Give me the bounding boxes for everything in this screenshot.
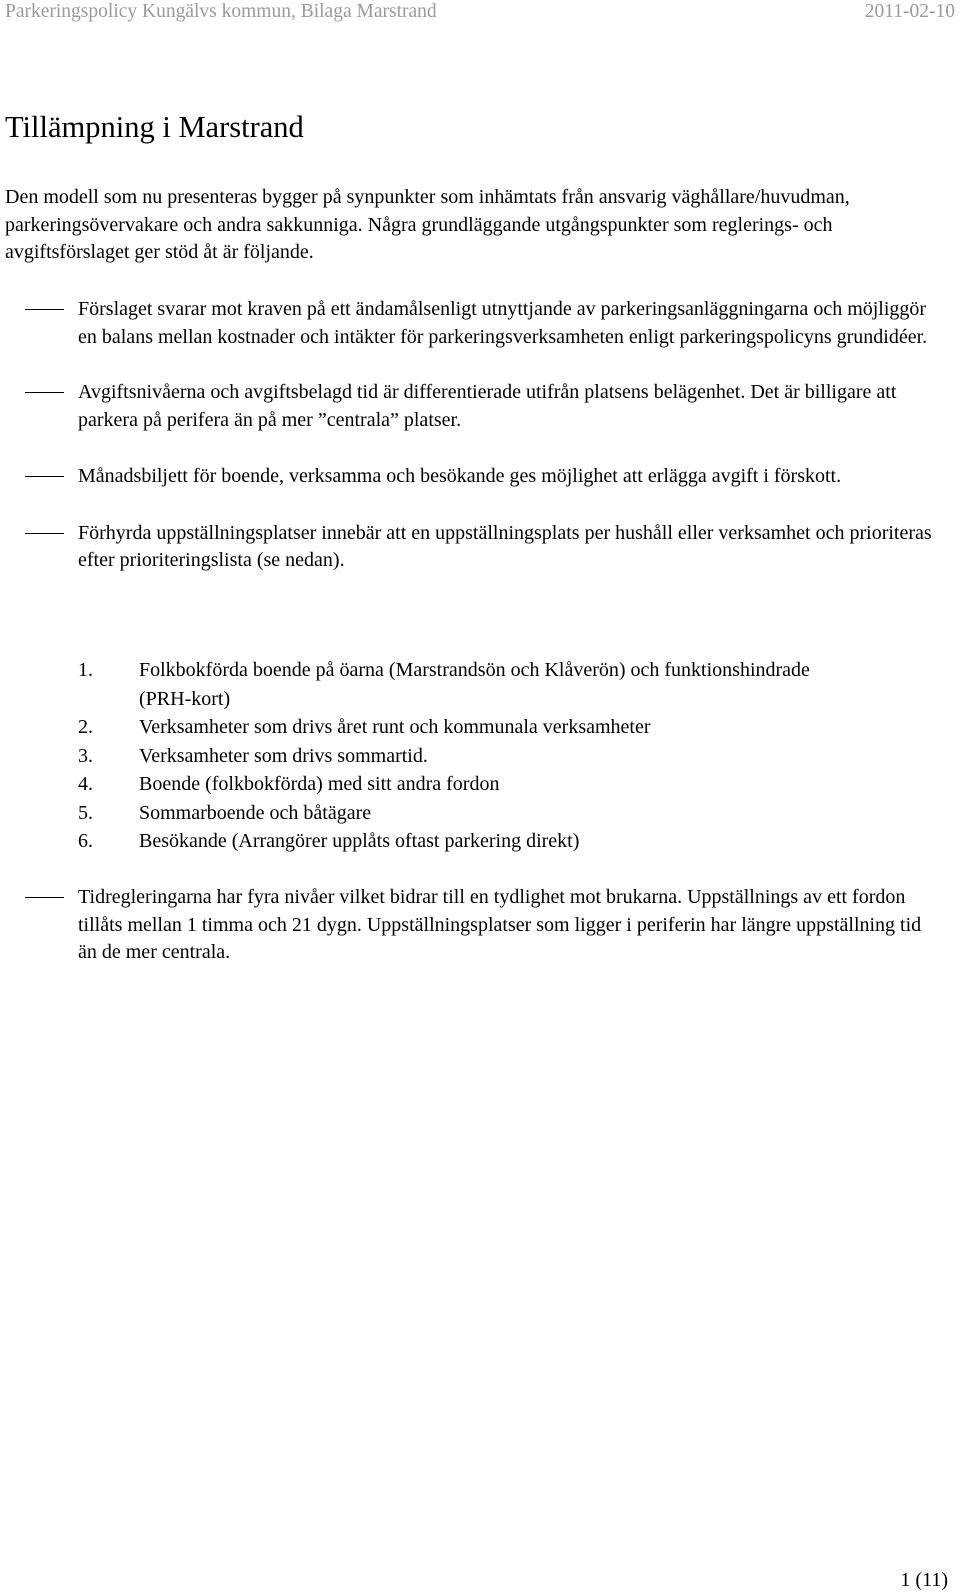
bullet-item <box>0 296 938 351</box>
priority-list-item <box>78 713 858 742</box>
bullet-list-continued <box>0 884 960 967</box>
bullet-list <box>0 296 960 575</box>
dash-bullet-marker <box>25 476 64 477</box>
bullet-text: Tidregleringarna har fyra nivåer vilket bidrar till en tydlighet mot brukarna. Uppställnings av ett fordon tillåts mellan 1 timma och 21 dygn. Uppställningsplatser som ligger i periferin har längre uppställning tid än de mer centrala. <box>78 886 922 963</box>
page-number: 1 (11) <box>900 1569 948 1591</box>
header-document-title: Parkeringspolicy Kungälvs kommun, Bilaga Marstrand <box>5 1 437 22</box>
priority-number: 4. <box>78 773 93 795</box>
dash-bullet-marker <box>25 309 64 310</box>
page-header <box>5 0 955 26</box>
section-title: Tillämpning i Marstrand <box>5 110 304 144</box>
bullet-text: Månadsbiljett för boende, verksamma och besökande ges möjlighet att erlägga avgift i förskott. <box>78 465 842 487</box>
priority-list-item <box>78 799 858 828</box>
priority-text: Verksamheter som drivs sommartid. <box>139 744 428 767</box>
priority-number: 6. <box>78 830 93 852</box>
bullet-item <box>0 520 938 575</box>
dash-bullet-marker <box>25 897 64 898</box>
priority-text: Folkbokförda boende på öarna (Marstrandsön och Klåverön) och funktionshindrade (PRH-kort) <box>139 659 810 710</box>
priority-text: Verksamheter som drivs året runt och kommunala verksamheter <box>139 716 651 738</box>
intro-paragraph: Den modell som nu presenteras bygger på synpunkter som inhämtats från ansvarig väghållare/huvudman, parkeringsövervakare och andra sakkunniga. Några grundläggande utgångspunkter som reglerings- och avgiftsförslaget ger stöd åt är följande. <box>5 186 850 263</box>
dash-bullet-marker <box>25 533 64 534</box>
priority-list-item <box>78 770 858 799</box>
bullet-text: Förhyrda uppställningsplatser innebär att en uppställningsplats per hushåll eller verksamhet och prioriteras efter prioriteringslista (se nedan). <box>78 521 932 571</box>
bullet-item <box>0 379 938 434</box>
bullet-text: Förslaget svarar mot kraven på ett ändamålsenligt utnyttjande av parkeringsanläggningarna och möjliggör en balans mellan kostnader och intäkter för parkeringsverksamheten enligt parkeringspolicyns grundidéer. <box>78 298 928 348</box>
priority-list-item <box>78 656 858 713</box>
priority-text: Sommarboende och båtägare <box>139 801 372 824</box>
priority-number: 3. <box>78 744 93 767</box>
dash-bullet-marker <box>25 392 64 393</box>
bullet-item <box>0 463 938 491</box>
priority-number: 2. <box>78 716 93 738</box>
priority-number: 5. <box>78 801 93 824</box>
priority-list-item <box>78 827 858 856</box>
header-date: 2011-02-10 <box>864 1 955 22</box>
bullet-text: Avgiftsnivåerna och avgiftsbelagd tid är differentierade utifrån platsens belägenhet. Det är billigare att parkera på perifera än på mer ”centrala” platser. <box>78 381 897 431</box>
priority-list-item <box>78 742 858 771</box>
priority-text: Besökande (Arrangörer upplåts oftast parkering direkt) <box>139 830 580 852</box>
priority-number: 1. <box>78 659 93 681</box>
bullet-item <box>0 884 938 967</box>
priority-text: Boende (folkbokförda) med sitt andra fordon <box>139 773 500 795</box>
priority-list <box>78 656 858 856</box>
